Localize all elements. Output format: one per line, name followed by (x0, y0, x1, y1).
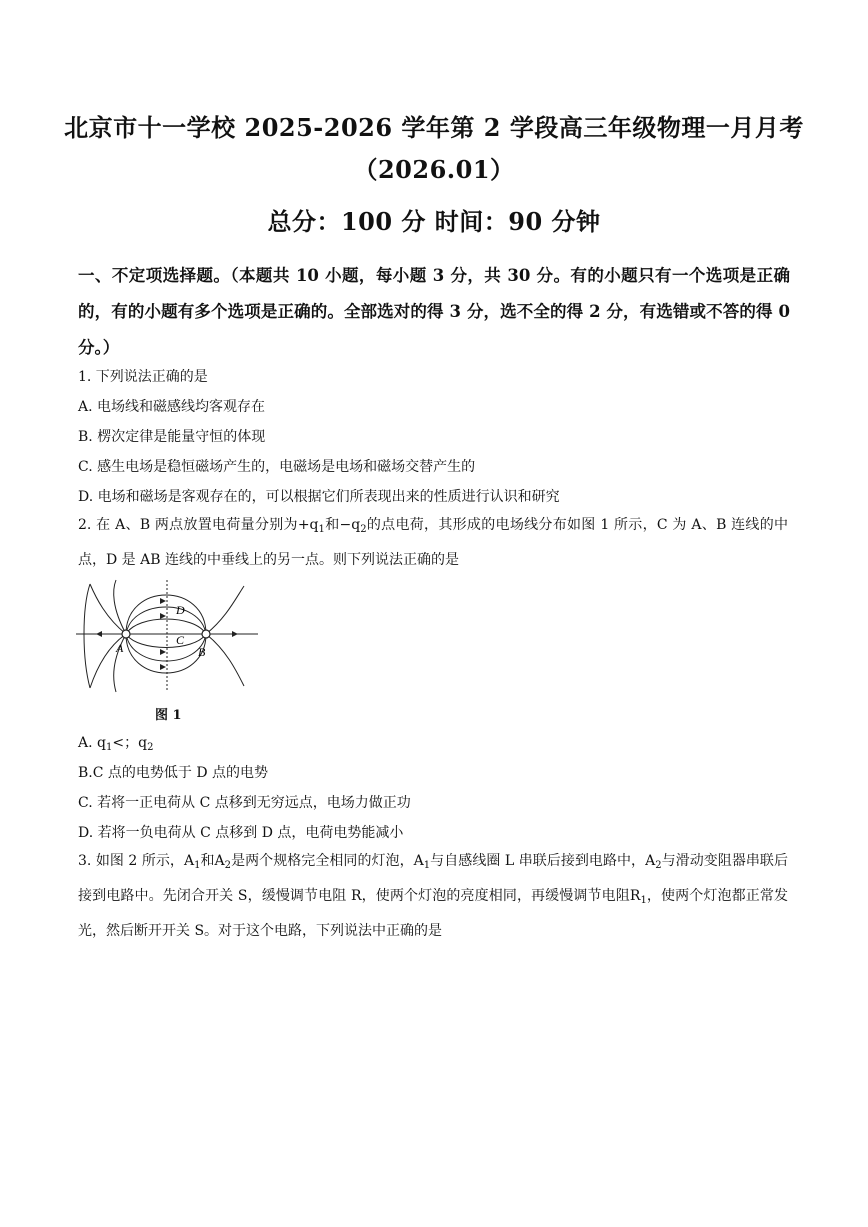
q1-stem: 1. 下列说法正确的是 (78, 369, 208, 385)
exam-date: （2026.01） (353, 155, 515, 184)
q2-stem: 2. 在 A、B 两点放置电荷量分别为$+q_1$和$-q_2$的点电荷，其形成的电场线分布如图 1 所示，C 为 A、B 连线的中点，D 是 AB 连线的中垂线上的另一点。则下列说法正确的是 (78, 517, 788, 568)
label-c: C (176, 633, 185, 647)
q1-option-c: C. 感生电场是稳恒磁场产生的，电磁场是电场和磁场交替产生的 (78, 459, 476, 475)
q2-option-a: A. $q_1<$；$q_2$ (78, 735, 154, 753)
charge-b (202, 630, 210, 638)
charge-a (122, 630, 130, 638)
section-heading: 一、不定项选择题。（本题共 10 小题，每小题 3 分，共 30 分。有的小题只有一个选项是正确的，有的小题有多个选项是正确的。全部选对的得 3 分，选不全的得 2 分，有选错或不答的得 0 分。） (78, 266, 790, 357)
q2-option-b: B.C 点的电势低于 D 点的电势 (78, 765, 269, 781)
field-line-figure (76, 578, 258, 694)
exam-title: 北京市十一学校 2025-2026 学年第 2 学段高三年级物理一月月考 (64, 113, 804, 142)
q1-option-d: D. 电场和磁场是客观存在的，可以根据它们所表现出来的性质进行认识和研究 (78, 489, 560, 505)
label-d: D (176, 603, 185, 617)
q2-option-c: C. 若将一正电荷从 C 点移到无穷远点，电场力做正功 (78, 795, 411, 811)
label-a: A (116, 641, 124, 655)
q3-stem: 3. 如图 2 所示，$A_1$和$A_2$是两个规格完全相同的灯泡，$A_1$与自感线圈 L 串联后接到电路中，$A_2$与滑动变阻器串联后接到电路中。先闭合开关 S，缓慢调节电阻 R，使两个灯泡的亮度相同，再缓慢调节电阻$R_1$，使两个灯泡都正常发光，然后断开开关 S。对于这个电路，下列说法中正确的是 (78, 853, 788, 939)
figure-caption: 图 1 (155, 708, 182, 723)
q1-option-b: B. 楞次定律是能量守恒的体现 (78, 429, 266, 445)
score-time: 总分：100 分 时间：90 分钟 (267, 207, 601, 236)
label-b: B (198, 645, 206, 659)
q2-option-d: D. 若将一负电荷从 C 点移到 D 点，电荷电势能减小 (78, 825, 404, 841)
q1-option-a: A. 电场线和磁感线均客观存在 (78, 399, 266, 415)
